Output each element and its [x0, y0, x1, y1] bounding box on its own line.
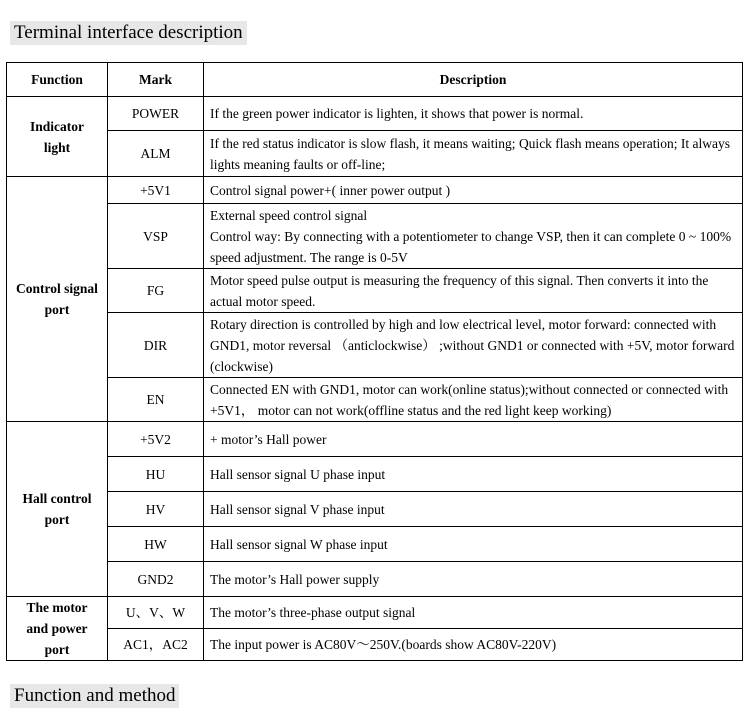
- description-cell: Connected EN with GND1, motor can work(online status);without connected or connected with +5V1， motor can not work(offline status and the red light keep working): [204, 378, 743, 422]
- function-label-line: port: [44, 302, 70, 317]
- mark-cell: +5V2: [108, 422, 204, 457]
- description-cell: Hall sensor signal U phase input: [204, 457, 743, 492]
- table-row: [7, 597, 743, 629]
- table-row: [7, 457, 743, 492]
- function-label-line: port: [44, 642, 70, 657]
- function-cell-control-signal-port: [7, 177, 108, 422]
- mark-cell: FG: [108, 269, 204, 313]
- table-row: [7, 527, 743, 562]
- table-row: [7, 422, 743, 457]
- table-row: [7, 97, 743, 131]
- table-row: [7, 629, 743, 661]
- mark-cell: HU: [108, 457, 204, 492]
- description-cell: [204, 204, 743, 269]
- mark-cell: POWER: [108, 97, 204, 131]
- column-header-function: Function: [7, 63, 108, 97]
- table-row: [7, 492, 743, 527]
- table-row: [7, 562, 743, 597]
- mark-cell: ALM: [108, 131, 204, 177]
- description-cell: Motor speed pulse output is measuring the frequency of this signal. Then converts it into the actual motor speed.: [204, 269, 743, 313]
- table-row: [7, 269, 743, 313]
- description-cell: Rotary direction is controlled by high and low electrical level, motor forward: connected with GND1, motor reversal （anticlockwise） ;without GND1 or connected with +5V, motor forward (clockwise): [204, 313, 743, 378]
- column-header-description: Description: [204, 63, 743, 97]
- table-row: [7, 378, 743, 422]
- table-header-row: [7, 63, 743, 97]
- description-line: External speed control signal: [210, 207, 368, 223]
- function-cell-hall-control-port: [7, 422, 108, 597]
- table-row: [7, 131, 743, 177]
- function-label-line: and power: [26, 621, 88, 636]
- description-cell: Hall sensor signal V phase input: [204, 492, 743, 527]
- description-cell: The motor’s three-phase output signal: [204, 597, 743, 629]
- mark-cell: AC1，AC2: [108, 629, 204, 661]
- table-row: [7, 204, 743, 269]
- description-cell: If the red status indicator is slow flash, it means waiting; Quick flash means operation; It always lights meaning faults or off-line;: [204, 131, 743, 177]
- function-label-line: light: [43, 139, 71, 155]
- mark-cell: VSP: [108, 204, 204, 269]
- function-label-line: port: [44, 512, 70, 527]
- function-label-line: Indicator: [30, 118, 84, 134]
- function-cell-motor-and-power-port: [7, 597, 108, 661]
- description-cell: Control signal power+( inner power output ): [204, 177, 743, 204]
- function-label-line: Hall control: [22, 491, 92, 506]
- description-cell: The motor’s Hall power supply: [204, 562, 743, 597]
- column-header-mark: Mark: [108, 63, 204, 97]
- mark-cell: HV: [108, 492, 204, 527]
- description-cell: If the green power indicator is lighten, it shows that power is normal.: [204, 97, 743, 131]
- description-line: Control way: By connecting with a potentiometer to change VSP, then it can complete 0 ~ 100% speed adjustment. The range is 0-5V: [210, 228, 732, 265]
- description-cell: Hall sensor signal W phase input: [204, 527, 743, 562]
- mark-cell: EN: [108, 378, 204, 422]
- table-row: [7, 313, 743, 378]
- description-cell: The input power is AC80V～250V.(boards show AC80V-220V): [204, 629, 743, 661]
- mark-cell: +5V1: [108, 177, 204, 204]
- terminal-spec-table: [6, 62, 743, 661]
- function-label-line: Control signal: [16, 281, 98, 296]
- function-cell-indicator-light: [7, 97, 108, 177]
- section-heading-terminal: Terminal interface description: [10, 21, 247, 45]
- section-heading-function-method: Function and method: [10, 684, 179, 708]
- mark-cell: DIR: [108, 313, 204, 378]
- mark-cell: HW: [108, 527, 204, 562]
- mark-cell: GND2: [108, 562, 204, 597]
- mark-cell: U、V、W: [108, 597, 204, 629]
- function-label-line: The motor: [26, 600, 88, 615]
- description-cell: + motor’s Hall power: [204, 422, 743, 457]
- table-row: [7, 177, 743, 204]
